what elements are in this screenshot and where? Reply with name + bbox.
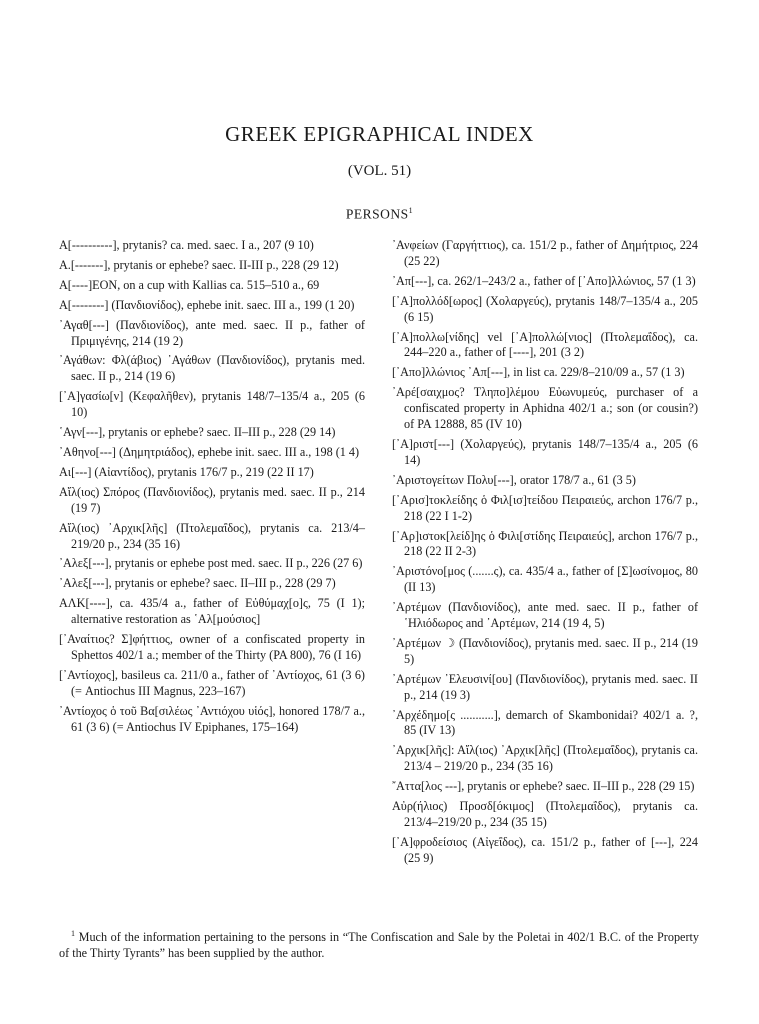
left-column	[59, 238, 365, 739]
index-entry: ᾿Αντίοχος ὁ τοῦ Βα[σιλέως ᾿Αντιόχου υἱός], honored 178/7 a., 61 (3 6) (= Antiochus IV Epiphanes, 175–164)	[59, 703, 365, 734]
page-title: GREEK EPIGRAPHICAL INDEX	[225, 122, 534, 146]
index-entry: A[--------] (Πανδιονίδος), ephebe init. saec. III a., 199 (1 20)	[59, 297, 355, 312]
index-entry: [᾿Α]ριστ[---] (Χολαργεύς), prytanis 148/7–135/4 a., 205 (6 14)	[392, 436, 698, 467]
index-entry: [᾿Α]πολλόδ[ωρος] (Χολαργεύς), prytanis 148/7–135/4 a., 205 (6 15)	[392, 293, 698, 324]
index-entry: Αἴλ(ιος) Σπόρος (Πανδιονίδος), prytanis med. saec. II p., 214 (19 7)	[59, 484, 365, 515]
footnote-number: 1	[71, 929, 75, 938]
index-entry: A.[-------], prytanis or ephebe? saec. II-III p., 228 (29 12)	[59, 257, 339, 272]
index-entry: ᾿Απ[---], ca. 262/1–243/2 a., father of [᾿Απο]λλώνιος, 57 (1 3)	[392, 273, 696, 288]
index-entry: ᾿Αγαθ[---] (Πανδιονίδος), ante med. saec. II p., father of Πριμιγένης, 214 (19 2)	[59, 317, 365, 348]
index-entry: ᾿Αριστόνο[μος (.......ς), ca. 435/4 a., father of [Σ]ωσίνομος, 80 (II 13)	[392, 564, 698, 595]
index-entry: ᾿Αρχικ[λῆς]: Αἴλ(ιος) ᾿Αρχικ[λῆς] (Πτολεμαΐδος), prytanis ca. 213/4 – 219/20 p., 234 (35 16)	[392, 743, 698, 774]
index-entry: Αὐρ(ήλιος) Προσδ[όκιμος] (Πτολεμαΐδος), prytanis ca. 213/4–219/20 p., 234 (35 15)	[392, 799, 698, 829]
index-entry: ᾿Αλεξ[---], prytanis or ephebe? saec. II–III p., 228 (29 7)	[59, 576, 336, 591]
index-entry: ᾿Αριστογείτων Πολυ[---], orator 178/7 a., 61 (3 5)	[392, 472, 636, 487]
index-entry: ῎Αττα[λος ---], prytanis or ephebe? saec. II–III p., 228 (29 15)	[392, 779, 695, 794]
index-entry: [᾿Αρ]ιστοκ[λείδ]ης ὁ Φιλι[στίδης Πειραιεύς], archon 176/7 p., 218 (22 II 2-3)	[392, 528, 698, 559]
index-entry: Αι[---] (Αἰαντίδος), prytanis 176/7 p., 219 (22 II 17)	[59, 464, 314, 479]
index-entry: ᾿Αρτέμων ☽ (Πανδιονίδος), prytanis med. saec. II p., 214 (19 5)	[392, 635, 698, 666]
index-entry: ᾿Αρτέμων (Πανδιονίδος), ante med. saec. II p., father of ῾Ηλιόδωρος and ᾿Αρτέμων, 214 (19 4, 5)	[392, 600, 698, 631]
index-entry: A[----]EON, on a cup with Kallias ca. 515–510 a., 69	[59, 277, 320, 292]
volume-label: (VOL. 51)	[347, 163, 412, 179]
right-column	[392, 238, 698, 871]
index-entry: ᾿Αρέ[σαιχμος? Τληπο]λέμου Εὐωνυμεύς, purchaser of a confiscated property in Aphidna 402/1 a.; son (or cousin?) of PA 12888, 85 (IV 10)	[392, 385, 698, 432]
section-heading	[0, 206, 759, 223]
index-entry: Αἴλ(ιος) ᾿Αρχικ[λῆς] (Πτολεμαΐδος), prytanis ca. 213/4–219/20 p., 234 (35 16)	[59, 520, 365, 551]
footnote	[59, 926, 699, 961]
index-entry: [᾿Α]γασίω[ν] (Κεφαλῆθεν), prytanis 148/7–135/4 a., 205 (6 10)	[59, 389, 365, 420]
index-entry: ᾿Αγάθων: Φλ(άβιος) ᾿Αγάθων (Πανδιονίδος), prytanis med. saec. II p., 214 (19 6)	[59, 353, 365, 384]
index-entry: [᾿Αρισ]τοκλείδης ὁ Φιλ[ισ]τείδου Πειραιεύς, archon 176/7 p., 218 (22 I 1-2)	[392, 492, 698, 523]
index-entry: A[----------], prytanis? ca. med. saec. I a., 207 (9 10)	[59, 238, 314, 252]
index-entry: ᾿Αρχέδημο[ς ...........], demarch of Skambonidai? 402/1 a. ?, 85 (IV 13)	[392, 707, 698, 738]
index-entry: ᾿Αθηνο[---] (Δημητριάδος), ephebe init. saec. III a., 198 (1 4)	[59, 444, 360, 459]
index-entry: [᾿Α]πολλω[νίδης] vel [᾿Α]πολλώ[νιος] (Πτολεμαΐδος), ca. 244–220 a., father of [----], 201 (3 2)	[392, 329, 698, 360]
index-entry: ᾿Ανφείων (Γαργήττιος), ca. 151/2 p., father of Δημήτριος, 224 (25 22)	[392, 238, 698, 268]
index-entry: ᾿Αρτέμων ᾿Ελευσινί[ου] (Πανδιονίδος), prytanis med. saec. II p., 214 (19 3)	[392, 671, 698, 702]
index-entry: [᾿Αναίτιος? Σ]φήττιος, owner of a confiscated property in Sphettos 402/1 a.; member of the Thirty (PA 800), 76 (I 16)	[59, 632, 365, 662]
index-entry: ᾿Αλεξ[---], prytanis or ephebe post med. saec. II p., 226 (27 6)	[59, 556, 363, 571]
index-entry: ῾Αγν[---], prytanis or ephebe? saec. II–III p., 228 (29 14)	[59, 425, 336, 440]
index-entry: [᾿Α]φροδείσιος (Αἰγεΐδος), ca. 151/2 p., father of [---], 224 (25 9)	[392, 834, 698, 865]
index-entry: [᾿Αντίοχος], basileus ca. 211/0 a., father of ᾿Αντίοχος, 61 (3 6) (= Antiochus III Magnus, 223–167)	[59, 667, 365, 698]
index-entry: [᾿Απο]λλώνιος ᾿Απ[---], in list ca. 229/8–210/09 a., 57 (1 3)	[392, 365, 685, 380]
footnote-text: Much of the information pertaining to the persons in “The Confiscation and Sale by the Poletai in 402/1 B.C. of the Property of the Thirty Tyrants” has been supplied by the author.	[59, 930, 699, 961]
section-title: PERSONS	[345, 206, 409, 222]
index-entry: ΑΛΚ[----], ca. 435/4 a., father of Εὐθύμαχ[ο]ς, 75 (I 1); alternative restoration as ῾Αλ[μούσιος]	[59, 596, 365, 627]
footnote-marker: 1	[408, 206, 414, 215]
